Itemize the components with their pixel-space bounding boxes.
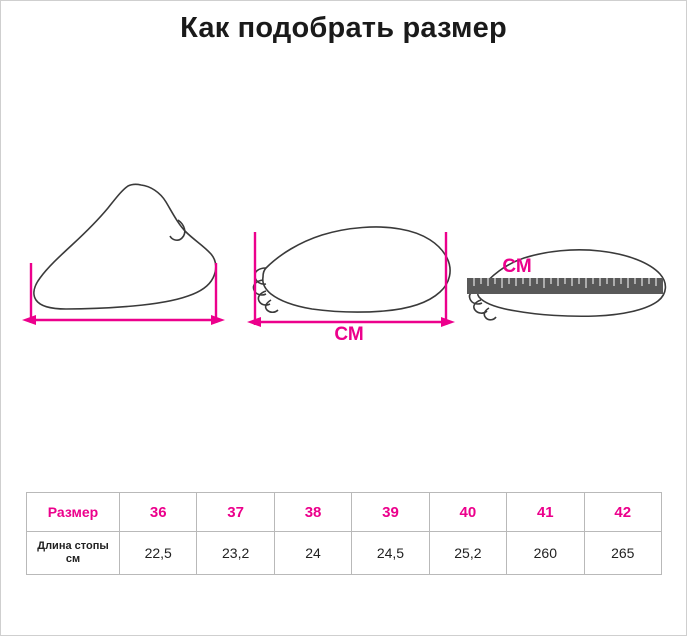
top-measure-label: СМ	[334, 324, 364, 345]
ankle-detail	[170, 220, 185, 240]
table-cell-size-4: 40	[429, 493, 506, 532]
foot-top-outline	[263, 227, 450, 312]
measuring-tape	[467, 278, 663, 294]
table-cell-size-5: 41	[507, 493, 584, 532]
foot-side-view	[22, 184, 225, 325]
table-row-lengths	[27, 532, 662, 575]
top-arrow-right	[441, 317, 455, 327]
table-cell-size-1: 37	[197, 493, 274, 532]
foot-tape-measure-view	[467, 250, 665, 320]
side-arrow-left	[22, 315, 36, 325]
table-row-header-length-line1: Длина стопы	[37, 540, 109, 552]
toe-4	[266, 300, 278, 312]
side-arrow-right	[211, 315, 225, 325]
table-cell-length-6: 265	[584, 532, 661, 575]
table-row-sizes	[27, 493, 662, 532]
size-table-wrapper	[26, 492, 662, 575]
page-title: Как подобрать размер	[180, 12, 507, 44]
table-cell-length-2: 24	[274, 532, 351, 575]
foot-top-view	[247, 227, 455, 345]
table-cell-size-2: 38	[274, 493, 351, 532]
size-guide-illustrations	[0, 120, 687, 410]
table-row-header-length	[27, 532, 120, 575]
table-cell-length-0: 22,5	[120, 532, 197, 575]
table-cell-length-4: 25,2	[429, 532, 506, 575]
table-cell-length-5: 260	[507, 532, 584, 575]
table-cell-size-6: 42	[584, 493, 661, 532]
table-cell-size-3: 39	[352, 493, 429, 532]
table-row-header-size: Размер	[27, 493, 120, 532]
table-cell-length-1: 23,2	[197, 532, 274, 575]
size-table	[26, 492, 662, 575]
table-row-header-length-line2: см	[65, 553, 81, 565]
table-cell-size-0: 36	[120, 493, 197, 532]
table-cell-length-3: 24,5	[352, 532, 429, 575]
tape-toe-3	[484, 308, 496, 320]
tape-measure-label: СМ	[502, 256, 532, 277]
foot-side-outline	[34, 184, 216, 309]
